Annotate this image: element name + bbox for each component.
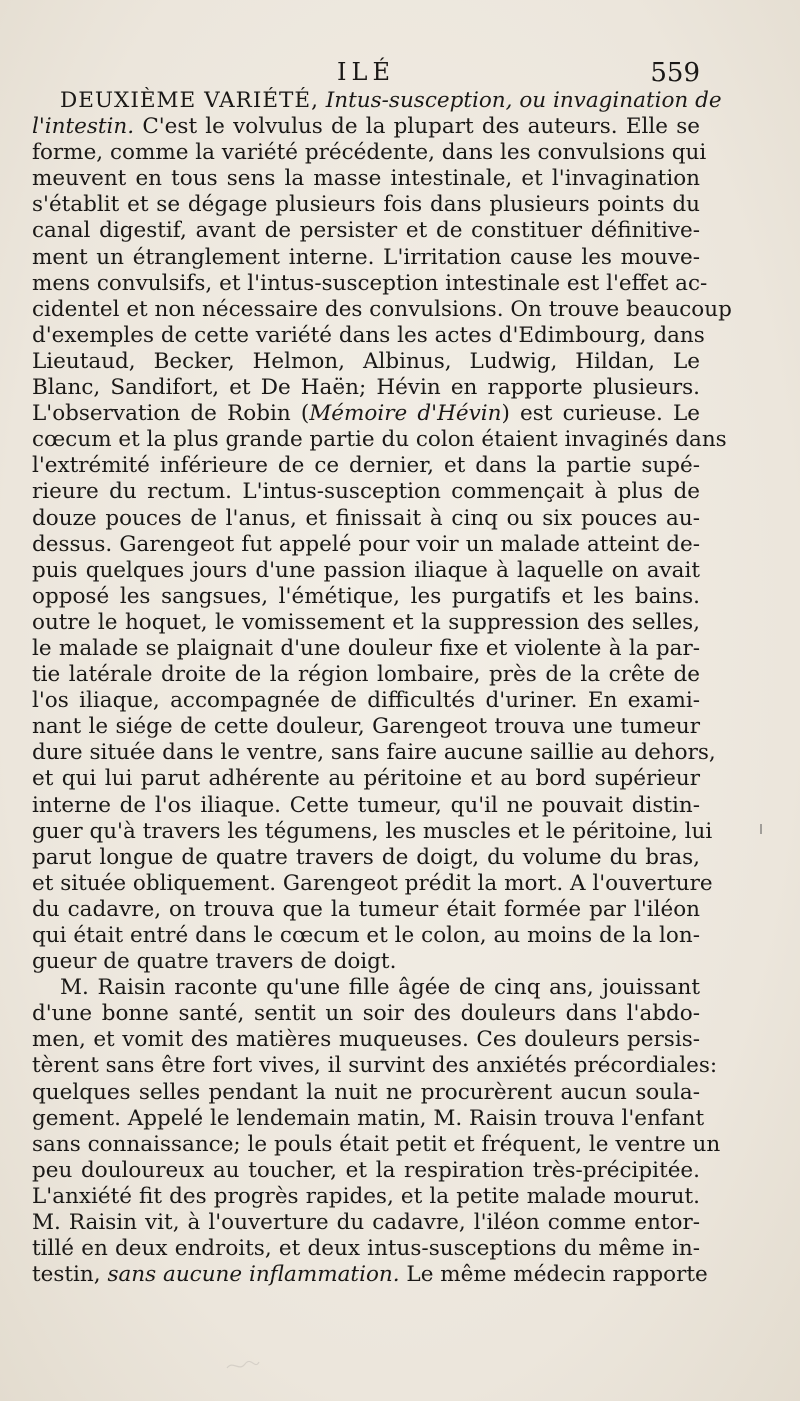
text-line: tie latérale droite de la région lombaire, près de la crête de [32,662,700,688]
page-number: 559 [650,58,700,88]
text-line: d'une bonne santé, sentit un soir des douleurs dans l'abdo- [32,1001,700,1027]
text-line: gement. Appelé le lendemain matin, M. Raisin trouva l'enfant [32,1105,705,1131]
text-line [32,114,700,140]
text-line: puis quelques jours d'une passion iliaque à laquelle on avait [32,557,700,583]
text-span: C'est le volvulus de la plupart des auteurs. Elle se [134,114,700,140]
text-line: canal digestif, avant de persister et de constituer définitive- [32,218,700,244]
text-span: Le même médecin rapporte [399,1262,708,1288]
text-line: cidentel et non nécessaire des convulsions. On trouve beaucoup [32,296,732,322]
text-line: cœcum et la plus grande partie du colon étaient invaginés dans [32,427,727,453]
text-line: interne de l'os iliaque. Cette tumeur, qu'il ne pouvait distin- [32,792,700,818]
variety-title-end: l'intestin. [32,114,135,140]
text-line: tillé en deux endroits, et deux intus-susceptions du même in- [32,1236,700,1262]
text-line: douze pouces de l'anus, et finissait à cinq ou six pouces au- [32,505,700,531]
text-line: le malade se plaignait d'une douleur fixe et violente à la par- [32,635,700,661]
text-line: rieure du rectum. L'intus-susception commençait à plus de [32,479,700,505]
text-span: ) est curieuse. Le [501,401,701,427]
text-line: meuvent en tous sens la masse intestinale, et l'invagination [32,166,700,192]
text-line: mens convulsifs, et l'intus-susception intestinale est l'effet ac- [32,270,708,296]
text-line: forme, comme la variété précédente, dans les convulsions qui [32,140,707,166]
text-line: d'exemples de cette variété dans les actes d'Edimbourg, dans [32,322,705,348]
text-line: parut longue de quatre travers de doigt, du volume du bras, [32,844,700,870]
text-line: l'extrémité inférieure de ce dernier, et dans la partie supé- [32,453,700,479]
variety-label: DEUXIÈME VARIÉTÉ, [60,88,319,113]
text-line: quelques selles pendant la nuit ne procurèrent aucun soula- [32,1079,700,1105]
variety-title: Intus-susception, ou invagination de [325,88,722,113]
faint-stamp-mark [225,1358,261,1374]
text-line: gueur de quatre travers de doigt. [32,949,397,975]
text-line: guer qu'à travers les tégumens, les muscles et le péritoine, lui [32,818,713,844]
text-line: M. Raisin raconte qu'une fille âgée de cinq ans, jouissant [60,975,700,1001]
text-line: dure située dans le ventre, sans faire aucune saillie au dehors, [32,740,716,766]
text-line: tèrent sans être fort vives, il survint des anxiétés précordiales: [32,1053,718,1079]
text-span: L'observation de Robin ( [32,401,310,427]
text-line: dessus. Garengeot fut appelé pour voir un malade atteint de- [32,531,700,557]
text-line: M. Raisin vit, à l'ouverture du cadavre, l'iléon comme entor- [32,1210,700,1236]
text-line: men, et vomit des matières muqueuses. Ces douleurs persis- [32,1027,700,1053]
emphasis-text: sans aucune inflammation. [107,1262,400,1288]
text-line [32,1262,708,1288]
ink-bleed-mark [760,824,762,834]
text-line: sans connaissance; le pouls était petit et fréquent, le ventre un [32,1131,721,1157]
text-line: Lieutaud, Becker, Helmon, Albinus, Ludwig, Hildan, Le [32,348,700,374]
text-line: nant le siége de cette douleur, Garengeot trouva une tumeur [32,714,700,740]
body-text [32,88,732,1288]
text-line [32,88,722,114]
cited-work-title: Mémoire d'Hévin [309,401,502,427]
text-line [32,401,700,427]
text-line: l'os iliaque, accompagnée de difficultés d'uriner. En exami- [32,688,700,714]
text-line: et qui lui parut adhérente au péritoine et au bord supérieur [32,766,700,792]
text-line: L'anxiété fit des progrès rapides, et la petite malade mourut. [32,1183,700,1209]
text-line: s'établit et se dégage plusieurs fois dans plusieurs points du [32,192,700,218]
text-line: ment un étranglement interne. L'irritation cause les mouve- [32,244,700,270]
text-line: outre le hoquet, le vomissement et la suppression des selles, [32,609,700,635]
text-line: qui était entré dans le cœcum et le colon, au moins de la lon- [32,923,700,948]
text-span: testin, [32,1262,108,1288]
page-header [32,52,700,92]
text-line: et située obliquement. Garengeot prédit la mort. A l'ouverture [32,870,713,896]
text-line: peu douloureux au toucher, et la respiration très-précipitée. [32,1157,700,1183]
running-head: ILÉ [337,58,395,86]
text-line: du cadavre, on trouva que la tumeur était formée par l'iléon [32,896,700,922]
text-line: Blanc, Sandifort, et De Haën; Hévin en rapporte plusieurs. [32,375,700,401]
text-line: opposé les sangsues, l'émétique, les purgatifs et les bains. [32,583,700,609]
